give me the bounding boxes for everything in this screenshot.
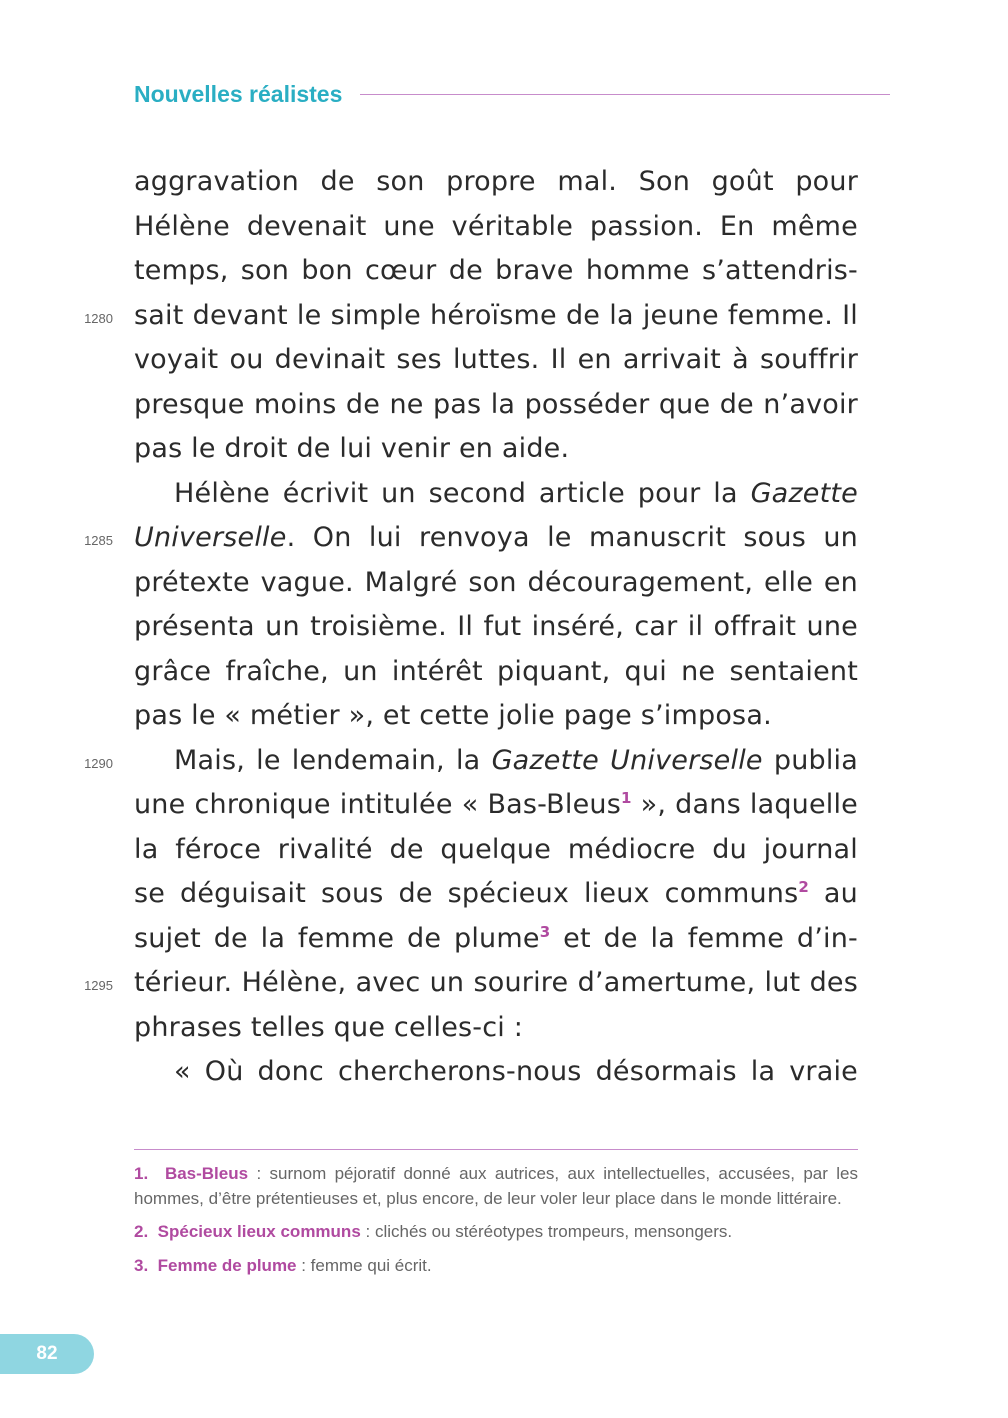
footnote-number: 3. xyxy=(134,1255,149,1275)
line-number-1285: 1285 xyxy=(84,533,113,548)
text-segment: se déguisait sous de spécieux lieux communs xyxy=(134,878,799,909)
text-line: Hélène devenait une véritable passion. En même xyxy=(134,210,858,242)
line-number-1295: 1295 xyxy=(84,978,113,993)
text-segment: publia xyxy=(762,744,859,776)
text-line: présenta un troisième. Il fut inséré, car il offrait une xyxy=(134,611,858,642)
text-line: phrases telles que celles-ci : xyxy=(134,1011,524,1043)
text-segment: Hélène écrivit un second article pour la xyxy=(174,477,751,509)
body-text xyxy=(134,160,858,1095)
page-number: 82 xyxy=(36,1343,58,1364)
footnote-item xyxy=(134,1162,858,1211)
italic-title: Universelle xyxy=(134,522,287,553)
text-line: térieur. Hélène, avec un sourire d’amertume, lut des xyxy=(134,967,858,998)
text-line: sait devant le simple héroïsme de la jeune femme. Il xyxy=(134,299,858,331)
text-line xyxy=(134,917,858,962)
text-line: voyait ou devinait ses luttes. Il en arrivait à souffrir xyxy=(134,344,858,375)
text-segment: et de la femme d’in- xyxy=(550,922,858,954)
text-line xyxy=(134,739,858,784)
text-line: aggravation de son propre mal. Son goût pour xyxy=(134,166,858,197)
text-line xyxy=(134,872,858,917)
text-line: pas le « métier », et cette jolie page s’imposa. xyxy=(134,700,772,731)
text-line xyxy=(134,516,858,561)
footnote-reference[interactable]: 3 xyxy=(539,922,551,941)
footnote-item xyxy=(134,1254,858,1279)
text-segment: au xyxy=(808,878,858,909)
running-header xyxy=(134,78,890,110)
line-number-1280: 1280 xyxy=(84,311,113,326)
italic-title: Gazette Universelle xyxy=(491,744,763,776)
text-segment: sujet de la femme de plume xyxy=(134,922,540,954)
footnote-text: : surnom péjoratif donné aux autrices, aux intellectuelles, accusées, par les hommes, d’être prétentieuses et, plus encore, de leur voler leur place dans le monde littéraire. xyxy=(134,1164,858,1208)
footnote-number: 1. xyxy=(134,1164,149,1183)
footnote-reference[interactable]: 1 xyxy=(620,789,632,807)
text-line xyxy=(134,472,858,517)
footnote-text: : femme qui écrit. xyxy=(296,1255,432,1275)
text-line: la féroce rivalité de quelque médiocre du journal xyxy=(134,833,858,865)
italic-title: Gazette xyxy=(750,477,858,509)
text-line: grâce fraîche, un intérêt piquant, qui ne sentaient xyxy=(134,655,858,687)
text-segment: une chronique intitulée « Bas-Bleus xyxy=(134,789,621,820)
page-number-badge xyxy=(0,1334,94,1374)
footnote-number: 2. xyxy=(134,1222,149,1241)
text-line xyxy=(134,783,858,828)
footnote-term: Femme de plume xyxy=(157,1255,297,1275)
line-number-1290: 1290 xyxy=(84,756,113,771)
footnote-divider xyxy=(134,1149,858,1150)
footnote-text: : clichés ou stéréotypes trompeurs, mensongers. xyxy=(360,1222,733,1241)
footnote-term: Spécieux lieux communs xyxy=(157,1222,361,1241)
text-segment: Mais, le lendemain, la xyxy=(174,744,492,776)
footnote-item xyxy=(134,1220,858,1245)
footnote-reference[interactable]: 2 xyxy=(798,878,809,896)
footnotes xyxy=(134,1162,858,1287)
text-line: presque moins de ne pas la posséder que de n’avoir xyxy=(134,388,858,420)
text-line: « Où donc chercherons-nous désormais la vraie xyxy=(174,1056,858,1087)
header-rule xyxy=(360,94,890,95)
text-segment: . On lui renvoya le manuscrit sous un xyxy=(286,522,858,553)
section-title: Nouvelles réalistes xyxy=(134,80,343,107)
text-line: temps, son bon cœur de brave homme s’attendris- xyxy=(134,255,858,286)
text-line: pas le droit de lui venir en aide. xyxy=(134,433,570,464)
footnote-term: Bas-Bleus xyxy=(164,1164,249,1183)
text-line: prétexte vague. Malgré son découragement, elle en xyxy=(134,566,858,598)
text-segment: », dans laquelle xyxy=(631,789,858,820)
